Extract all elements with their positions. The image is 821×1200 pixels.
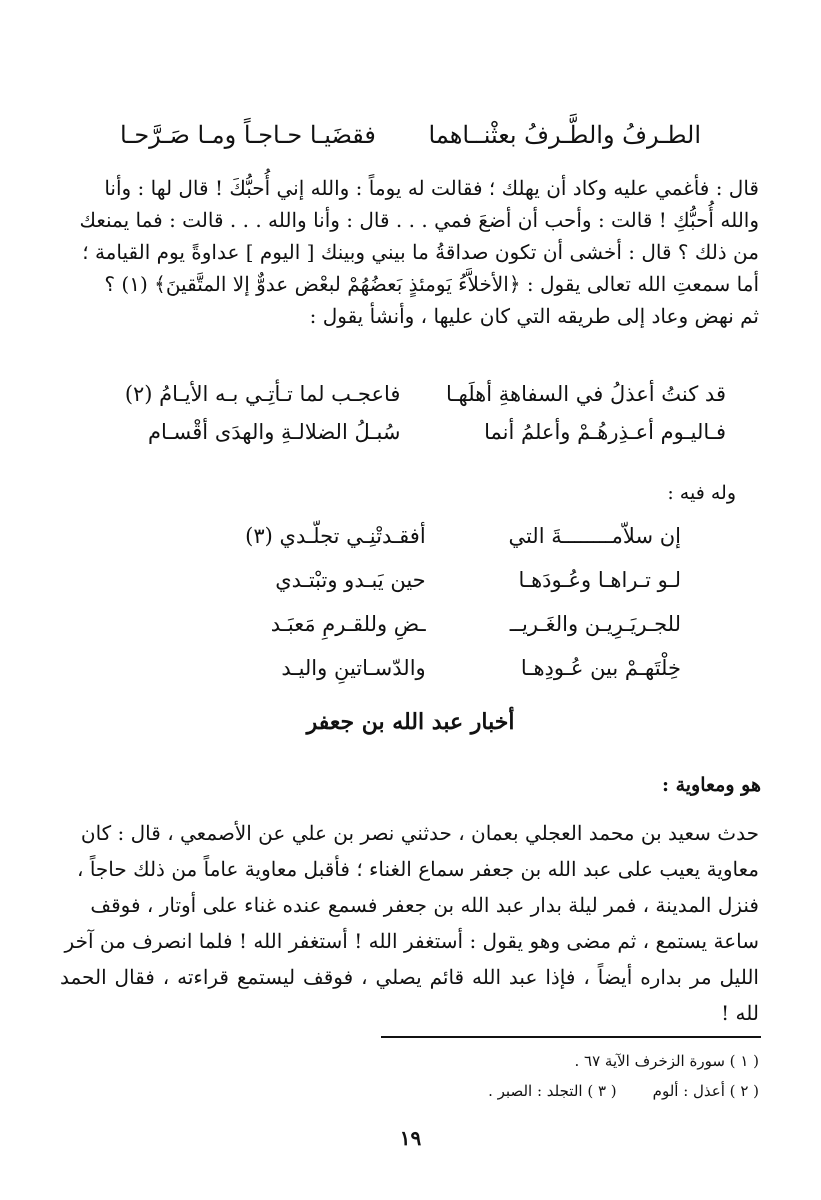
text-line: أما سمعتِ الله تعالى يقول : ﴿الأخلاَّءُ يَومئذٍ بَعضُهُمْ لبعْض عدوٌّ إلا المتَّقينَ﴾ (١) ؟ [104,272,759,296]
verse-first-hemistich: للجـريَـرِيـن والغَـريــ [509,612,681,636]
poem-block-short [190,514,681,690]
text-line: معاوية يعيب على عبد الله بن جعفر سماع الغناء ؛ فأقبل معاوية عاماً من ذلك حاجاً ، [77,857,759,881]
footnote-1: ( ١ ) سورة الزخرف الآية ٦٧ . [574,1052,759,1070]
section-subheading: هو ومعاوية : [661,774,761,796]
section-heading: أخبار عبد الله بن جعفر [306,709,515,735]
verse-first-hemistich: قد كنتُ أعذلُ في السفاهةِ أهلَهـا [446,382,726,406]
verse-first-hemistich: فـاليـوم أعـذِرهُـمْ وأعلمُ أنما [484,420,726,444]
verse-row [190,514,681,558]
footnote-3: ( ٣ ) التجلد : الصبر . [488,1082,617,1100]
verse-row [100,375,726,413]
verse-row [190,558,681,602]
verse-second-hemistich: سُبـلُ الضلالـةِ والهدَى أقْسـام [147,420,401,444]
verse-first-hemistich: لـو تـراهـا وعُـودَهـا [518,568,681,592]
footnote-divider [381,1036,761,1038]
verse-second-hemistich: ـضِ وللقـرمِ مَعبَـد [270,612,426,636]
footnote-row [488,1076,759,1106]
verse-first-hemistich: إن سلاّمــــــــةَ التي [508,524,681,548]
text-line: ثم نهض وعاد إلى طريقه التي كان عليها ، وأنشأ يقول : [309,304,759,328]
verse-first-hemistich: الطـرفُ والطَّـرفُ بعثْنــاهما [428,121,701,149]
verse-second-hemistich: حين يَبـدو وتبْتـدي [275,568,426,592]
poem-intro-label: وله فيه : [667,482,736,504]
footnotes [488,1046,759,1106]
footnote-2: ( ٢ ) أعذل : ألوم [652,1082,759,1100]
text-line: قال : فأغمي عليه وكاد أن يهلك ؛ فقالت له يوماً : والله إني أُحبُّكَ ! قال لها : وأنا [104,176,759,200]
verse-second-hemistich: أفقـدتْنِـي تجلّـدي (٣) [245,524,426,548]
story-paragraph [60,172,759,332]
verse-second-hemistich: فاعجـب لما تـأتِـي بـه الأيـامُ (٢) [124,382,401,406]
verse-couplet-top [120,118,701,152]
text-line: ساعة يستمع ، ثم مضى وهو يقول : أستغفر الله ! أستغفر الله ! فلما انصرف من آخر [64,929,759,953]
verse-row [190,646,681,690]
narration-paragraph [60,815,759,1031]
verse-row [100,413,726,451]
text-line: من ذلك ؟ قال : أخشى أن تكون صداقةُ ما بيني وبينك [ اليوم ] عداوةً يوم القيامة ؛ [82,240,759,264]
verse-first-hemistich: خِلْتَهـمْ بين عُـودِهـا [520,656,681,680]
page-number: ١٩ [399,1126,422,1150]
text-line: فنزل المدينة ، فمر ليلة بدار عبد الله بن جعفر فسمع عنده غناء على أوتار ، فوقف [90,893,759,917]
verse-row [190,602,681,646]
text-line: حدث سعيد بن محمد العجلي بعمان ، حدثني نصر بن علي عن الأصمعي ، قال : كان [80,821,759,845]
verse-second-hemistich: فقضَيـا حـاجـاً ومـا صَـرَّحـا [120,121,376,149]
verse-second-hemistich: والدّسـاتينِ واليـد [281,656,426,680]
poem-block [100,375,726,451]
text-line: الليل مر بداره أيضاً ، فإذا عبد الله قائم يصلي ، فوقف ليستمع قراءته ، فقال الحمد لله ! [60,965,759,1025]
text-line: والله أُحبُّكِ ! قالت : وأحب أن أضعَ فمي . . . قال : وأنا والله . . . قالت : فما يمنعك [79,208,759,232]
